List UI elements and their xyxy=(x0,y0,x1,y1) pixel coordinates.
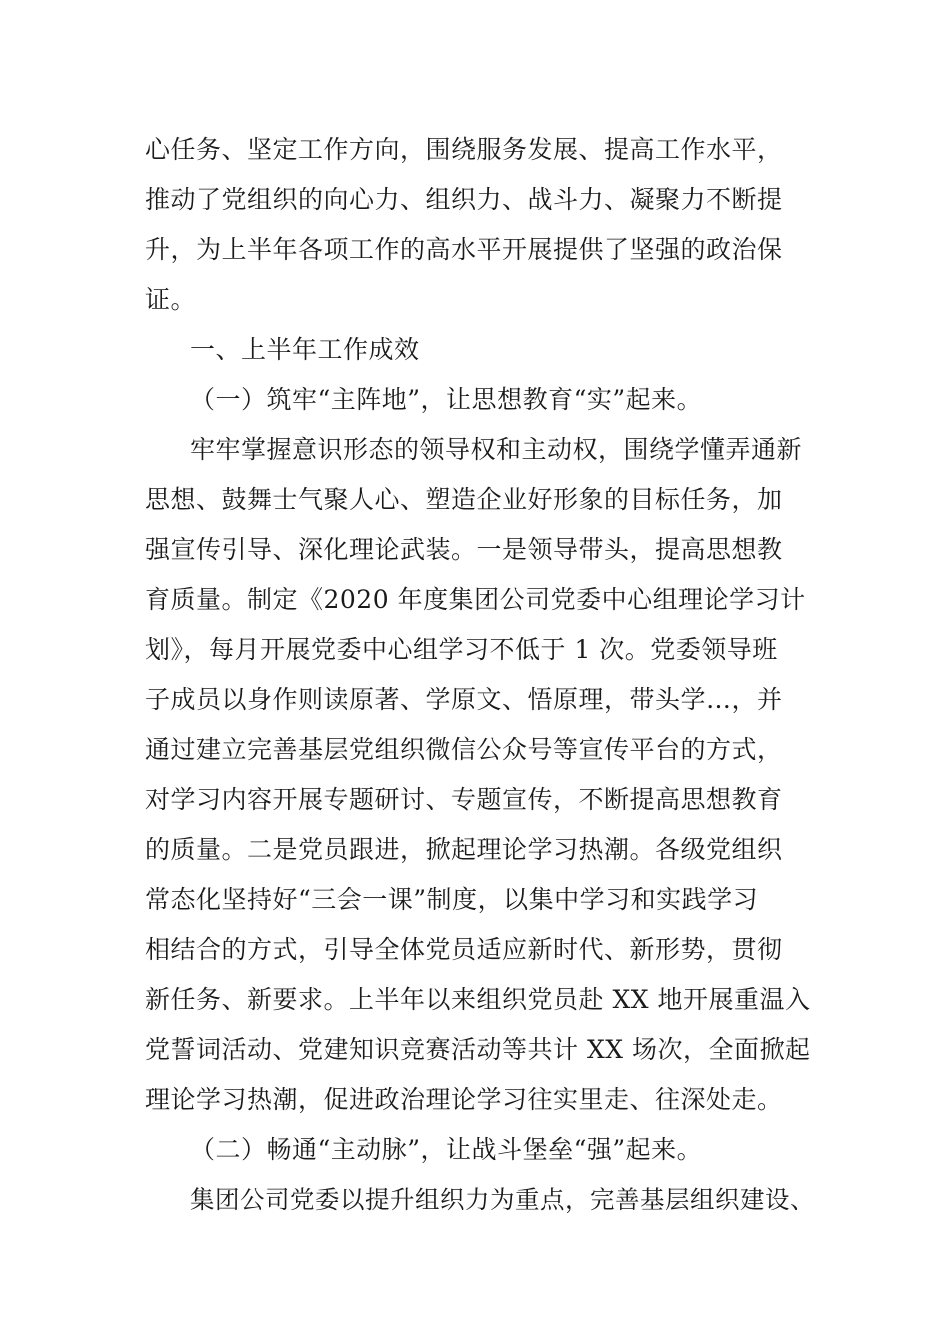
body-line: 新任务、新要求。上半年以来组织党员赴 XX 地开展重温入 xyxy=(145,985,811,1014)
body-line: 强宣传引导、深化理论武装。一是领导带头，提高思想教 xyxy=(145,535,783,564)
body-line: 思想、鼓舞士气聚人心、塑造企业好形象的目标任务，加 xyxy=(145,485,783,514)
body-line: 的质量。二是党员跟进，掀起理论学习热潮。各级党组织 xyxy=(145,835,783,864)
body-line: 划》，每月开展党委中心组学习不低于 1 次。党委领导班 xyxy=(145,635,778,664)
body-line: 相结合的方式，引导全体党员适应新时代、新形势，贯彻 xyxy=(145,935,783,964)
section-heading: 一、上半年工作成效 xyxy=(190,335,420,364)
subsection-heading: （二）畅通“主动脉”，让战斗堡垒“强”起来。 xyxy=(190,1135,703,1164)
body-line: 集团公司党委以提升组织力为重点，完善基层组织建设、 xyxy=(190,1185,815,1214)
subsection-heading: （一）筑牢“主阵地”，让思想教育“实”起来。 xyxy=(190,385,703,414)
body-line: 党誓词活动、党建知识竞赛活动等共计 XX 场次，全面掀起 xyxy=(145,1035,811,1064)
body-line: 升，为上半年各项工作的高水平开展提供了坚强的政治保 xyxy=(145,235,783,264)
body-line: 理论学习热潮，促进政治理论学习往实里走、往深处走。 xyxy=(145,1085,783,1114)
body-line: 证。 xyxy=(145,285,197,314)
body-line: 常态化坚持好“三会一课”制度，以集中学习和实践学习 xyxy=(145,885,759,914)
body-line: 对学习内容开展专题研讨、专题宣传，不断提高思想教育 xyxy=(145,785,783,814)
body-line: 育质量。制定《2020 年度集团公司党委中心组理论学习计 xyxy=(145,585,806,614)
body-line: 心任务、坚定工作方向，围绕服务发展、提高工作水平， xyxy=(145,135,783,164)
body-line: 推动了党组织的向心力、组织力、战斗力、凝聚力不断提 xyxy=(145,185,783,214)
body-line: 子成员以身作则读原著、学原文、悟原理，带头学…，并 xyxy=(145,685,783,714)
body-line: 牢牢掌握意识形态的领导权和主动权，围绕学懂弄通新 xyxy=(190,435,803,464)
body-line: 通过建立完善基层党组织微信公众号等宣传平台的方式， xyxy=(145,735,783,764)
